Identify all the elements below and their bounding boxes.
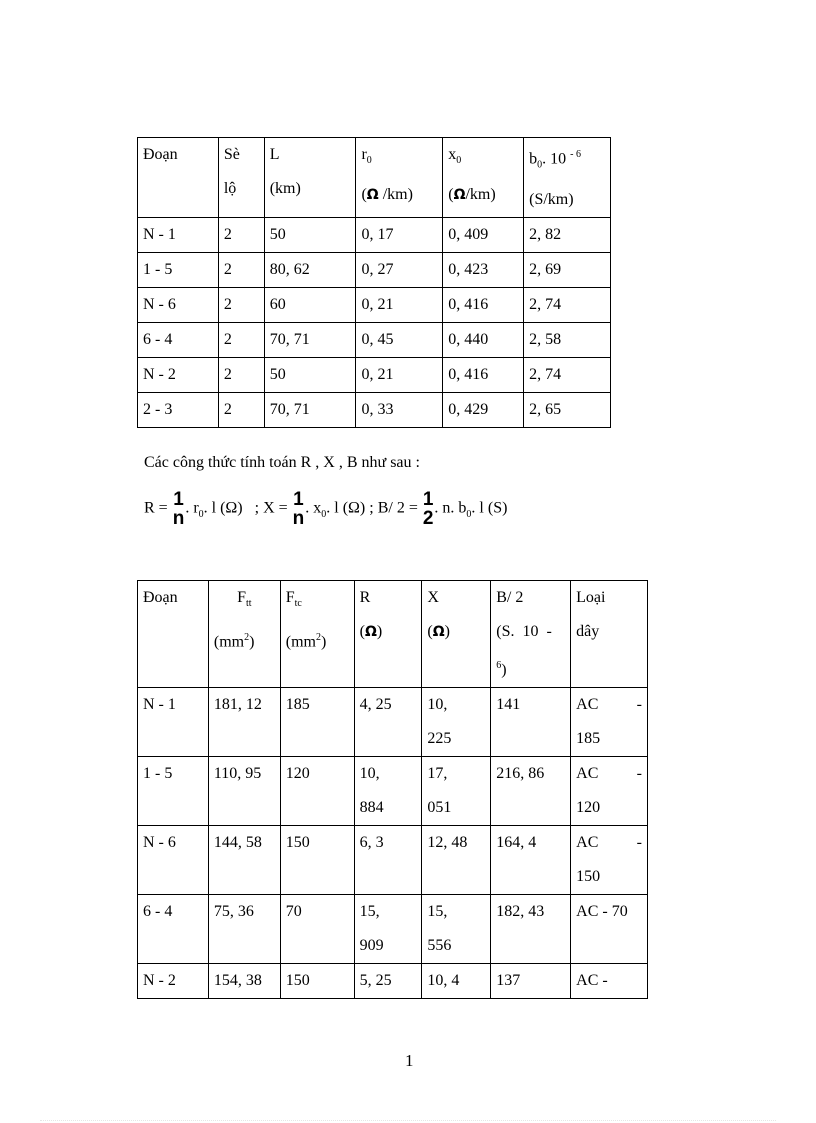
cell: AC - 185 bbox=[571, 688, 648, 757]
cell: 150 bbox=[280, 826, 354, 895]
cell: 17, 051 bbox=[422, 757, 491, 826]
cell: 2 bbox=[218, 217, 264, 252]
header-se-lo: Sè lộ bbox=[218, 138, 264, 218]
header-loai-day: Loại dây bbox=[571, 581, 648, 688]
cell: 2 bbox=[218, 322, 264, 357]
table-row bbox=[138, 964, 648, 999]
cell: 2 bbox=[218, 287, 264, 322]
cell: 164, 4 bbox=[491, 826, 571, 895]
cell: AC - 70 bbox=[571, 895, 648, 964]
cell: 2 bbox=[218, 252, 264, 287]
cell: 0, 429 bbox=[443, 392, 524, 427]
cell: 70, 71 bbox=[264, 322, 356, 357]
cell: N - 6 bbox=[138, 287, 219, 322]
cell: N - 2 bbox=[138, 357, 219, 392]
cell: 6 - 4 bbox=[138, 322, 219, 357]
cell: AC - 150 bbox=[571, 826, 648, 895]
formula-line: R = 1 n . $r_0$. l (Ω) ; X = 1 n . $x_0$. l (Ω) ; B/ 2 = 1 2 . n. $b_0$. l (S) bbox=[144, 489, 508, 529]
cell: 1 - 5 bbox=[138, 252, 219, 287]
cell: 0, 17 bbox=[356, 217, 443, 252]
table-row bbox=[138, 217, 611, 252]
cell: 6, 3 bbox=[354, 826, 422, 895]
cell: 2 bbox=[218, 392, 264, 427]
cell: N - 2 bbox=[138, 964, 209, 999]
header-doan: Đoạn bbox=[138, 138, 219, 218]
cell: 0, 27 bbox=[356, 252, 443, 287]
cell: 12, 48 bbox=[422, 826, 491, 895]
cell: 15, 556 bbox=[422, 895, 491, 964]
cell: 2 - 3 bbox=[138, 392, 219, 427]
fraction-1-2: 1 2 bbox=[422, 489, 434, 529]
cell: 141 bbox=[491, 688, 571, 757]
cell: 216, 86 bbox=[491, 757, 571, 826]
cell: 10, 4 bbox=[422, 964, 491, 999]
cell: 10, 225 bbox=[422, 688, 491, 757]
header-r0: $r_0$ (Ω /km) bbox=[356, 138, 443, 218]
cell: N - 1 bbox=[138, 688, 209, 757]
cell: 2, 58 bbox=[524, 322, 611, 357]
header-doan: Đoạn bbox=[138, 581, 209, 688]
cell: 10, 884 bbox=[354, 757, 422, 826]
cell: 0, 416 bbox=[443, 357, 524, 392]
header-r: R (Ω) bbox=[354, 581, 422, 688]
cell: 1 - 5 bbox=[138, 757, 209, 826]
cell: 60 bbox=[264, 287, 356, 322]
formula-text: . l (S) bbox=[471, 499, 508, 517]
cell: 137 bbox=[491, 964, 571, 999]
table-row bbox=[138, 895, 648, 964]
table-row bbox=[138, 826, 648, 895]
cell: N - 6 bbox=[138, 826, 209, 895]
table-row bbox=[138, 757, 648, 826]
cell: 2, 69 bbox=[524, 252, 611, 287]
cell: 185 bbox=[280, 688, 354, 757]
cell: 2, 74 bbox=[524, 287, 611, 322]
line-parameters-table bbox=[137, 137, 611, 428]
cell: 0, 21 bbox=[356, 357, 443, 392]
formula-text: . l (Ω) ; X = bbox=[203, 499, 292, 517]
header-ftt: $F_{tt}$ $(mm^2)$ bbox=[208, 581, 280, 688]
table-row bbox=[138, 322, 611, 357]
cell: 50 bbox=[264, 217, 356, 252]
cell: 0, 45 bbox=[356, 322, 443, 357]
table-row bbox=[138, 392, 611, 427]
header-x0: $x_0$ (Ω/km) bbox=[443, 138, 524, 218]
cell: 0, 33 bbox=[356, 392, 443, 427]
page-bottom-rule bbox=[40, 1120, 776, 1121]
cell: 2 bbox=[218, 357, 264, 392]
table-header-row bbox=[138, 581, 648, 688]
conductor-selection-table bbox=[137, 580, 648, 999]
cell: 0, 423 bbox=[443, 252, 524, 287]
table-row bbox=[138, 252, 611, 287]
cell: 150 bbox=[280, 964, 354, 999]
cell: 0, 440 bbox=[443, 322, 524, 357]
cell: 181, 12 bbox=[208, 688, 280, 757]
page-number: 1 bbox=[405, 1051, 414, 1070]
cell: AC - bbox=[571, 964, 648, 999]
cell: 120 bbox=[280, 757, 354, 826]
formula-intro: Các công thức tính toán R , X , B như sau : bbox=[144, 454, 420, 471]
table-header-row bbox=[138, 138, 611, 218]
cell: 15, 909 bbox=[354, 895, 422, 964]
fraction-1-n: 1 n bbox=[292, 489, 305, 529]
cell: 6 - 4 bbox=[138, 895, 209, 964]
table-row bbox=[138, 287, 611, 322]
cell: 0, 21 bbox=[356, 287, 443, 322]
header-ftc: $F_{tc}$ $(mm^2)$ bbox=[280, 581, 354, 688]
cell: 70, 71 bbox=[264, 392, 356, 427]
formula-text: . l (Ω) ; B/ 2 = bbox=[326, 499, 422, 517]
cell: 70 bbox=[280, 895, 354, 964]
cell: 182, 43 bbox=[491, 895, 571, 964]
table-row bbox=[138, 688, 648, 757]
fraction-1-n: 1 n bbox=[172, 489, 185, 529]
cell: AC - 120 bbox=[571, 757, 648, 826]
cell: 2, 74 bbox=[524, 357, 611, 392]
header-b: B/ 2 (S. 10 - $^6$) bbox=[491, 581, 571, 688]
cell: 0, 409 bbox=[443, 217, 524, 252]
formula-text: . r bbox=[185, 499, 199, 517]
cell: 2, 65 bbox=[524, 392, 611, 427]
header-b0: $b_0$. 10 $^{- 6}$ (S/km) bbox=[524, 138, 611, 218]
header-l: L (km) bbox=[264, 138, 356, 218]
cell: 80, 62 bbox=[264, 252, 356, 287]
cell: N - 1 bbox=[138, 217, 219, 252]
cell: 50 bbox=[264, 357, 356, 392]
cell: 144, 58 bbox=[208, 826, 280, 895]
formula-text: . x bbox=[305, 499, 322, 517]
cell: 110, 95 bbox=[208, 757, 280, 826]
cell: 4, 25 bbox=[354, 688, 422, 757]
cell: 5, 25 bbox=[354, 964, 422, 999]
formula-text: . n. b bbox=[434, 499, 467, 517]
cell: 0, 416 bbox=[443, 287, 524, 322]
cell: 75, 36 bbox=[208, 895, 280, 964]
header-x: X (Ω) bbox=[422, 581, 491, 688]
table-row bbox=[138, 357, 611, 392]
formula-text: R = bbox=[144, 499, 172, 517]
cell: 154, 38 bbox=[208, 964, 280, 999]
cell: 2, 82 bbox=[524, 217, 611, 252]
